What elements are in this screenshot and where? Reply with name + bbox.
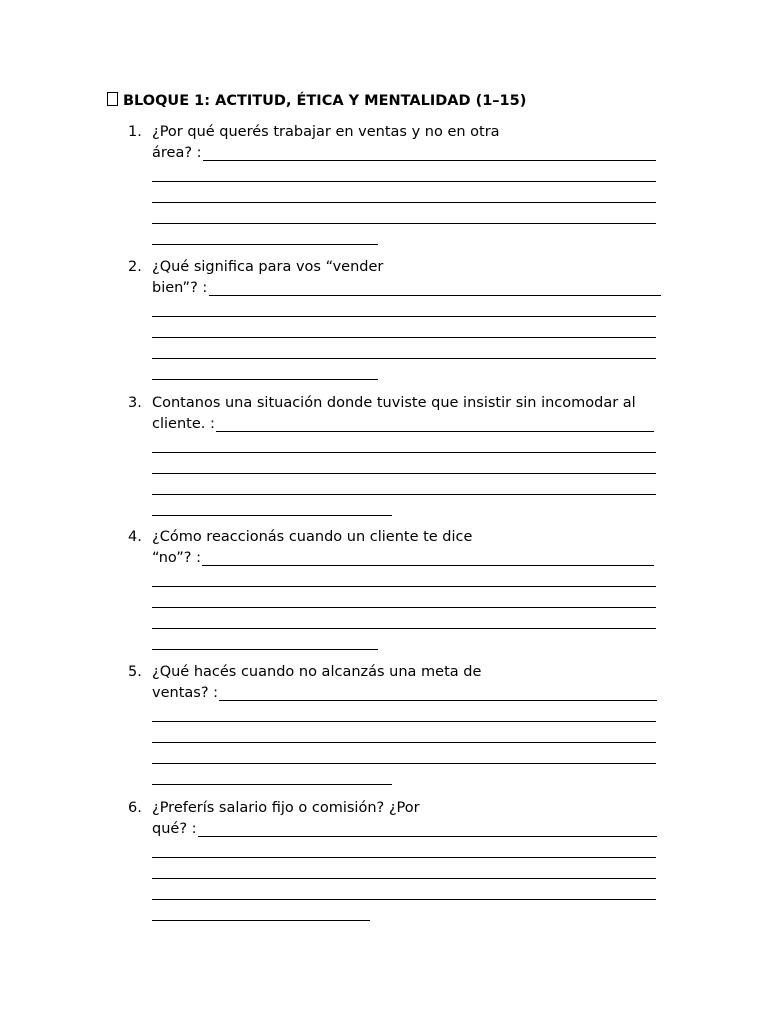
question-number: 6. [128,800,142,816]
question-text-continued: bien”? : [152,280,208,296]
answer-line[interactable] [219,700,657,701]
answer-line[interactable] [152,899,656,900]
answer-line[interactable] [152,857,656,858]
question-text: ¿Cómo reaccionás cuando un cliente te dice [152,529,473,545]
answer-line[interactable] [209,295,661,296]
question-number: 3. [128,395,142,411]
question-number: 1. [128,124,142,140]
checkbox-icon [107,92,118,106]
answer-line[interactable] [152,494,656,495]
question-text-continued: qué? : [152,821,197,837]
answer-line[interactable] [152,358,656,359]
answer-line[interactable] [152,244,378,245]
answer-line[interactable] [152,607,656,608]
question-text-continued: “no”? : [152,550,201,566]
answer-line[interactable] [152,337,656,338]
question-text: Contanos una situación donde tuviste que insistir sin incomodar al [152,395,636,411]
answer-line[interactable] [152,920,370,921]
answer-line[interactable] [202,565,654,566]
question-number: 2. [128,259,142,275]
section-heading-text: BLOQUE 1: ACTITUD, ÉTICA Y MENTALIDAD (1–15) [123,93,527,109]
answer-line[interactable] [152,223,656,224]
answer-line[interactable] [152,452,656,453]
question-text: ¿Qué hacés cuando no alcanzás una meta de [152,664,482,680]
answer-line[interactable] [152,515,392,516]
question-text-continued: ventas? : [152,685,219,701]
answer-line[interactable] [216,431,654,432]
answer-line[interactable] [152,181,656,182]
question-text: ¿Preferís salario fijo o comisión? ¿Por [152,800,420,816]
question-text: ¿Qué significa para vos “vender [152,259,384,275]
answer-line[interactable] [152,649,378,650]
question-number: 5. [128,664,142,680]
answer-line[interactable] [152,721,656,722]
question-text: ¿Por qué querés trabajar en ventas y no en otra [152,124,500,140]
question-number: 4. [128,529,142,545]
answer-line[interactable] [152,473,656,474]
section-heading [107,91,526,111]
answer-line[interactable] [152,316,656,317]
question-text-continued: cliente. : [152,416,215,432]
answer-line[interactable] [152,586,656,587]
answer-line[interactable] [152,202,656,203]
answer-line[interactable] [152,628,656,629]
answer-line[interactable] [198,836,657,837]
answer-line[interactable] [152,742,656,743]
answer-line[interactable] [152,878,656,879]
answer-line[interactable] [152,379,378,380]
question-text-continued: área? : [152,145,202,161]
answer-line[interactable] [152,763,656,764]
answer-line[interactable] [152,784,392,785]
answer-line[interactable] [203,160,656,161]
